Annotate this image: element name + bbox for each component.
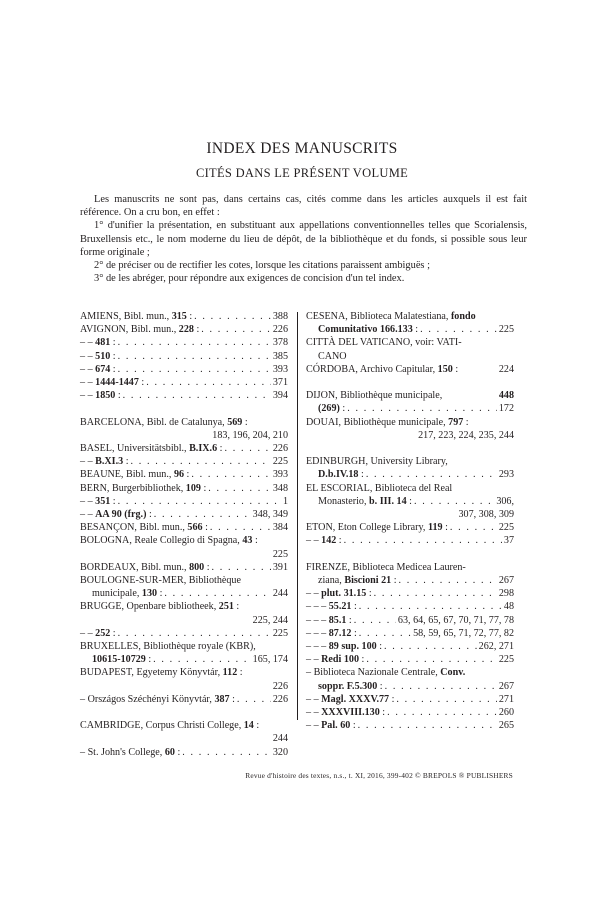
intro-paragraph: 3° de les abréger, pour répondre aux exigences de concision d'un tel index.	[94, 273, 405, 285]
page-footer: Revue d'histoire des textes, n.s., t. XI, 2016, 399-402 © BREPOLS ® PUBLISHERS	[245, 771, 513, 780]
index-entry: BOULOGNE-SUR-MER, Bibliothèque	[80, 575, 241, 587]
index-entry: BRUGGE, Openbare bibliotheek, 251 :	[80, 601, 240, 613]
index-entry: BOLOGNA, Reale Collegio di Spagna, 43 :	[80, 535, 258, 547]
index-entry-pages: 244	[272, 733, 288, 745]
index-entry-pages: 307, 308, 309	[458, 509, 514, 521]
index-entry: BORDEAUX, Bibl. mun., 800 : . . . 391	[80, 561, 288, 574]
index-entry-pages: 225	[272, 548, 288, 560]
index-entry: CAMBRIDGE, Corpus Christi College, 14 :	[80, 720, 260, 732]
index-entry: – – Magl. XXXV.77 : . . . 271	[306, 693, 514, 706]
index-entry: – – B.XI.3 : . . . 225	[80, 455, 288, 468]
index-entry: EL ESCORIAL, Biblioteca del Real	[306, 482, 453, 494]
index-entry: – – – 85.1 : . . . 63, 64, 65, 67, 70, 71, 77, 78	[306, 614, 514, 627]
index-entry: – – Redi 100 : . . . 225	[306, 653, 514, 666]
index-column-left	[80, 310, 288, 759]
index-entry: Monasterio, b. III. 14 : . . . 306,	[306, 495, 514, 508]
index-entry: – – XXXVIII.130 : . . . 260	[306, 706, 514, 719]
index-entry: AVIGNON, Bibl. mun., 228 : . . . 226	[80, 323, 288, 336]
index-entry: CESENA, Biblioteca Malatestiana, fondo	[306, 311, 476, 322]
index-entry: – – plut. 31.15 : . . . 298	[306, 587, 514, 600]
index-entry-pages: 183, 196, 204, 210	[212, 429, 288, 441]
index-entry: – – 252 : . . . 225	[80, 627, 288, 640]
intro-paragraph: Les manuscrits ne sont pas, dans certains cas, cités comme dans les articles auxquels il est fait référence. On a cru bon, en effet :	[80, 194, 527, 219]
index-entry: DIJON, Bibliothèque municipale, 448	[306, 390, 514, 402]
page-subtitle: CITÉS DANS LE PRÉSENT VOLUME	[195, 166, 409, 180]
index-entry: – – 510 : . . . 385	[80, 350, 288, 363]
index-entry-pages: 226	[272, 680, 288, 692]
index-entry: BUDAPEST, Egyetemy Könyvtár, 112 :	[80, 667, 243, 679]
index-entry: – – – 55.21 : . . . 48	[306, 600, 514, 613]
index-entry: – St. John's College, 60 : . . . 320	[80, 746, 288, 759]
index-entry: BEAUNE, Bibl. mun., 96 : . . . 393	[80, 468, 288, 481]
index-entry: – – 1444-1447 : . . . 371	[80, 376, 288, 389]
index-entry: FIRENZE, Biblioteca Medicea Lauren-	[306, 561, 466, 573]
index-entry: AMIENS, Bibl. mun., 315 : . . . 388	[80, 310, 288, 323]
index-entry: – – 1850 : . . . 394	[80, 389, 288, 402]
intro-paragraph: 1° d'unifier la présentation, en substituant aux appellations conventionnelles telles que Scorialensis, Bruxellensis etc., le nom moderne du lieu de dépôt, de la bibliothèque et du fonds, si possible sous leur forme originale ;	[80, 220, 527, 258]
index-entry: BARCELONA, Bibl. de Catalunya, 569 :	[80, 416, 248, 428]
index-entry: BASEL, Universitätsbibl., B.IX.6 : . . . 226	[80, 442, 288, 455]
index-entry: – – 481 : . . . 378	[80, 336, 288, 349]
index-entry: D.b.IV.18 : . . . 293	[306, 468, 514, 481]
index-entry: soppr. F.5.300 : . . . 267	[306, 680, 514, 693]
index-entry: BESANÇON, Bibl. mun., 566 : . . . 384	[80, 521, 288, 534]
index-entry: CANO	[318, 350, 347, 362]
index-entry: – – 351 : . . . 1	[80, 495, 288, 508]
index-entry: BRUXELLES, Bibliothèque royale (KBR),	[80, 641, 256, 653]
page-title: INDEX DES MANUSCRITS	[206, 140, 398, 157]
index-column-right	[306, 310, 514, 732]
intro-paragraph: 2° de préciser ou de rectifier les cotes, lorsque les citations paraissent ambiguës ;	[94, 260, 430, 272]
index-entry: Comunitativo 166.133 : . . . 225	[306, 323, 514, 336]
index-entry: – – – 87.12 : . . . 58, 59, 65, 71, 72, 77, 82	[306, 627, 514, 640]
index-entry: – – AA 90 (frg.) : . . . 348, 349	[80, 508, 288, 521]
index-entry: BERN, Burgerbibliothek, 109 : . . . 348	[80, 482, 288, 495]
index-entry: (269) : . . . 172	[306, 402, 514, 415]
index-entry: CÓRDOBA, Archivo Capitular, 150 : 224	[306, 363, 514, 375]
index-entry: 10615-10729 : . . . 165, 174	[80, 653, 288, 666]
index-entry: municipale, 130 : . . . 244	[80, 587, 288, 600]
index-entry: – Biblioteca Nazionale Centrale, Conv.	[306, 667, 466, 679]
index-entry: – – 142 : . . . 37	[306, 534, 514, 547]
index-entry: ziana, Biscioni 21 : . . . 267	[306, 574, 514, 587]
index-entry: CITTÀ DEL VATICANO, voir: VATI-	[306, 337, 462, 349]
index-entry: ETON, Eton College Library, 119 : . . . 225	[306, 521, 514, 534]
index-entry-pages: 217, 223, 224, 235, 244	[418, 429, 514, 441]
column-divider	[297, 312, 298, 720]
index-entry: DOUAI, Bibliothèque municipale, 797 :	[306, 416, 469, 428]
index-entry-pages: 225, 244	[252, 614, 288, 626]
index-entry: – – – 89 sup. 100 : . . . 262, 271	[306, 640, 514, 653]
index-entry: – – 674 : . . . 393	[80, 363, 288, 376]
index-entry: – Országos Széchényi Könyvtár, 387 : . . . 226	[80, 693, 288, 706]
intro-text	[80, 193, 527, 285]
index-entry: EDINBURGH, University Library,	[306, 456, 448, 468]
index-entry: – – Pal. 60 : . . . 265	[306, 719, 514, 732]
